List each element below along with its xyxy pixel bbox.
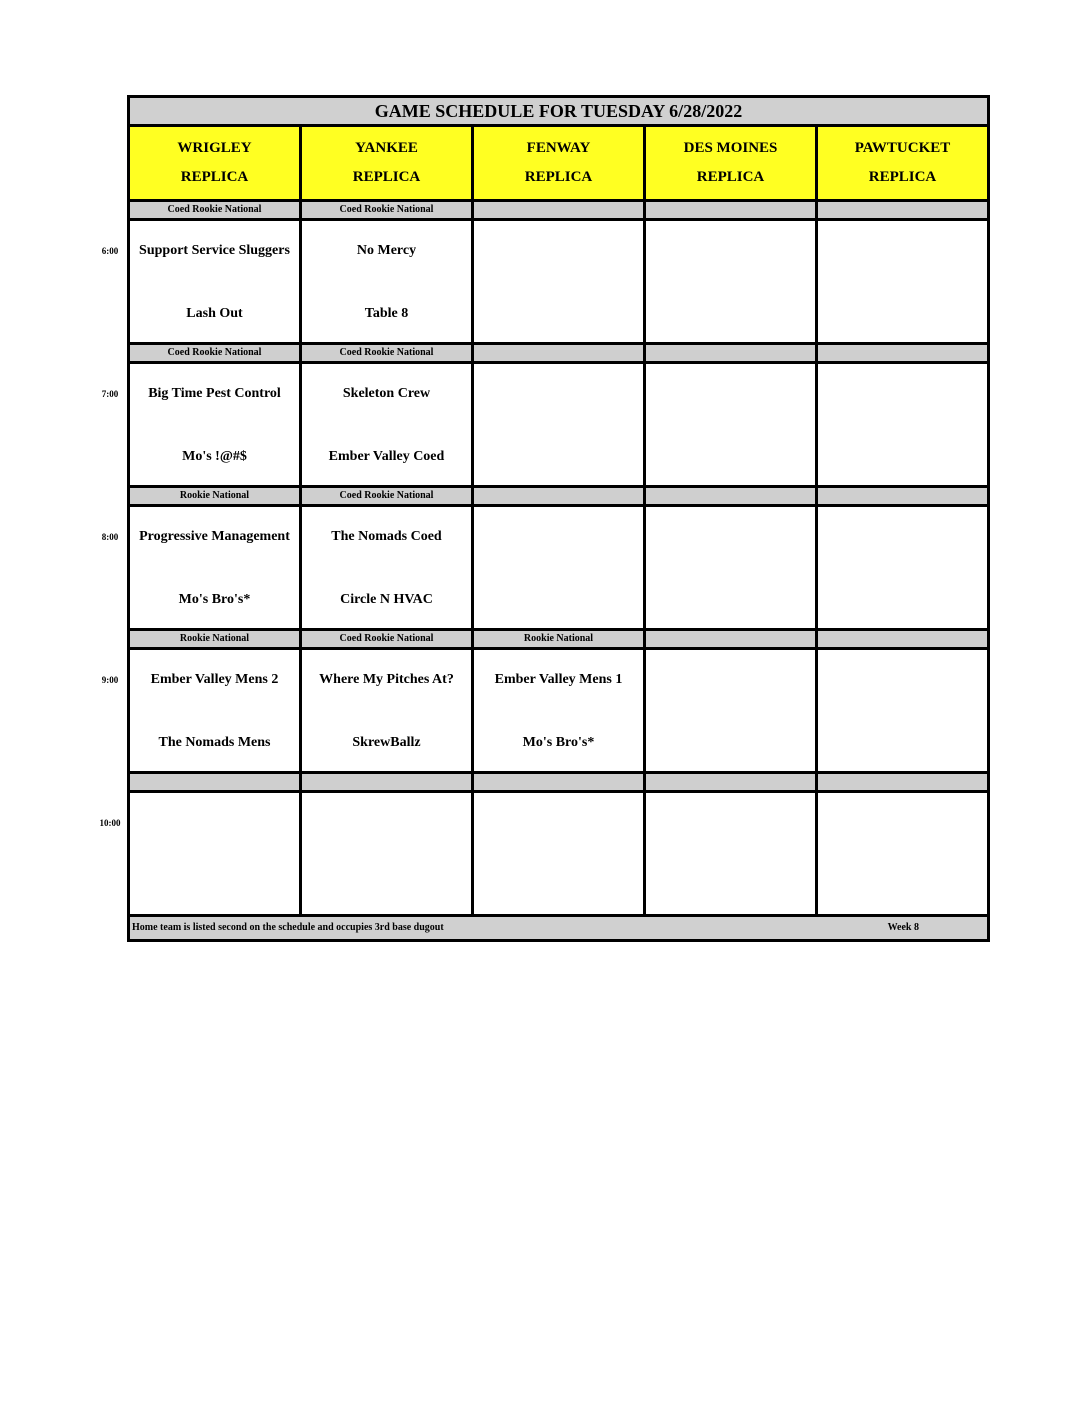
schedule-footer [130, 917, 987, 939]
division-label-yankee: Coed Rookie National [302, 202, 474, 218]
division-label-wrigley: Rookie National [130, 631, 302, 647]
away-team: Where My Pitches At? [319, 672, 454, 687]
division-label-pawtucket [818, 774, 987, 790]
division-label-fenway [474, 202, 646, 218]
division-row [130, 774, 987, 793]
game-cell-yankee [302, 364, 474, 485]
away-team: Support Service Sluggers [139, 243, 290, 258]
game-cell-yankee [302, 650, 474, 771]
division-label-fenway [474, 345, 646, 361]
field-des-moines [646, 127, 818, 199]
home-team-note: Home team is listed second on the schedule and occupies 3rd base dugout [132, 922, 444, 933]
game-cell-wrigley [130, 650, 302, 771]
division-label-fenway [474, 488, 646, 504]
division-row [130, 488, 987, 507]
away-team: Ember Valley Mens 1 [494, 672, 623, 687]
division-label-des-moines [646, 202, 818, 218]
schedule-table [127, 95, 990, 942]
field-name: WRIGLEY [177, 140, 252, 156]
game-cell-pawtucket [818, 364, 987, 485]
game-cell-yankee [302, 793, 474, 914]
game-cell-fenway [474, 221, 646, 342]
field-name: DES MOINES [683, 140, 778, 156]
division-label-des-moines [646, 345, 818, 361]
field-wrigley [130, 127, 302, 199]
home-team: Mo's Bro's* [522, 735, 595, 750]
division-row [130, 202, 987, 221]
field-pawtucket [818, 127, 987, 199]
time-label: 8:00 [101, 532, 119, 542]
game-cell-yankee [302, 507, 474, 628]
game-cell-des-moines [646, 364, 818, 485]
division-label-wrigley: Coed Rookie National [130, 345, 302, 361]
away-team: The Nomads Coed [331, 529, 442, 544]
home-team: Table 8 [364, 306, 409, 321]
field-subtitle: REPLICA [180, 169, 249, 185]
field-name: FENWAY [526, 140, 591, 156]
field-subtitle: REPLICA [352, 169, 421, 185]
game-cell-wrigley [130, 793, 302, 914]
division-label-fenway: Rookie National [474, 631, 646, 647]
division-label-des-moines [646, 631, 818, 647]
division-row [130, 631, 987, 650]
division-label-pawtucket [818, 488, 987, 504]
away-team: Ember Valley Mens 2 [150, 672, 279, 687]
division-label-yankee: Coed Rookie National [302, 488, 474, 504]
division-label-yankee: Coed Rookie National [302, 631, 474, 647]
home-team: The Nomads Mens [158, 735, 271, 750]
division-row [130, 345, 987, 364]
game-cell-fenway [474, 793, 646, 914]
field-header-row [130, 127, 987, 202]
home-team: Mo's !@#$ [182, 449, 247, 464]
time-label: 6:00 [101, 246, 119, 256]
time-label: 9:00 [101, 675, 119, 685]
game-cell-wrigley [130, 221, 302, 342]
field-name: PAWTUCKET [854, 140, 951, 156]
home-team: Lash Out [186, 306, 243, 321]
field-subtitle: REPLICA [696, 169, 765, 185]
division-label-pawtucket [818, 631, 987, 647]
week-label: Week 8 [887, 922, 919, 933]
division-label-wrigley [130, 774, 302, 790]
game-cell-fenway [474, 364, 646, 485]
time-label: 7:00 [101, 389, 119, 399]
game-cell-pawtucket [818, 507, 987, 628]
division-label-des-moines [646, 774, 818, 790]
game-row [130, 650, 987, 774]
game-cell-des-moines [646, 221, 818, 342]
home-team: Circle N HVAC [340, 592, 433, 607]
game-cell-pawtucket [818, 793, 987, 914]
game-row [130, 221, 987, 345]
division-label-yankee [302, 774, 474, 790]
game-cell-wrigley [130, 364, 302, 485]
field-yankee [302, 127, 474, 199]
home-team: Mo's Bro's* [178, 592, 251, 607]
division-label-pawtucket [818, 345, 987, 361]
field-fenway [474, 127, 646, 199]
time-slots [130, 202, 987, 917]
game-cell-pawtucket [818, 650, 987, 771]
away-team: No Mercy [356, 243, 417, 258]
game-row [130, 507, 987, 631]
away-team: Skeleton Crew [342, 386, 431, 401]
game-cell-des-moines [646, 507, 818, 628]
game-cell-fenway [474, 507, 646, 628]
field-name: YANKEE [355, 140, 418, 156]
field-subtitle: REPLICA [868, 169, 937, 185]
time-label: 10:00 [99, 818, 121, 828]
game-cell-pawtucket [818, 221, 987, 342]
game-cell-des-moines [646, 793, 818, 914]
game-cell-wrigley [130, 507, 302, 628]
division-label-pawtucket [818, 202, 987, 218]
game-cell-des-moines [646, 650, 818, 771]
division-label-fenway [474, 774, 646, 790]
division-label-yankee: Coed Rookie National [302, 345, 474, 361]
game-row [130, 793, 987, 917]
division-label-des-moines [646, 488, 818, 504]
schedule-title: GAME SCHEDULE FOR TUESDAY 6/28/2022 [130, 98, 987, 127]
home-team: Ember Valley Coed [328, 449, 445, 464]
game-row [130, 364, 987, 488]
division-label-wrigley: Rookie National [130, 488, 302, 504]
division-label-wrigley: Coed Rookie National [130, 202, 302, 218]
home-team: SkrewBallz [352, 735, 421, 750]
game-cell-fenway [474, 650, 646, 771]
game-cell-yankee [302, 221, 474, 342]
field-subtitle: REPLICA [524, 169, 593, 185]
away-team: Big Time Pest Control [148, 386, 281, 401]
away-team: Progressive Management [139, 529, 290, 544]
